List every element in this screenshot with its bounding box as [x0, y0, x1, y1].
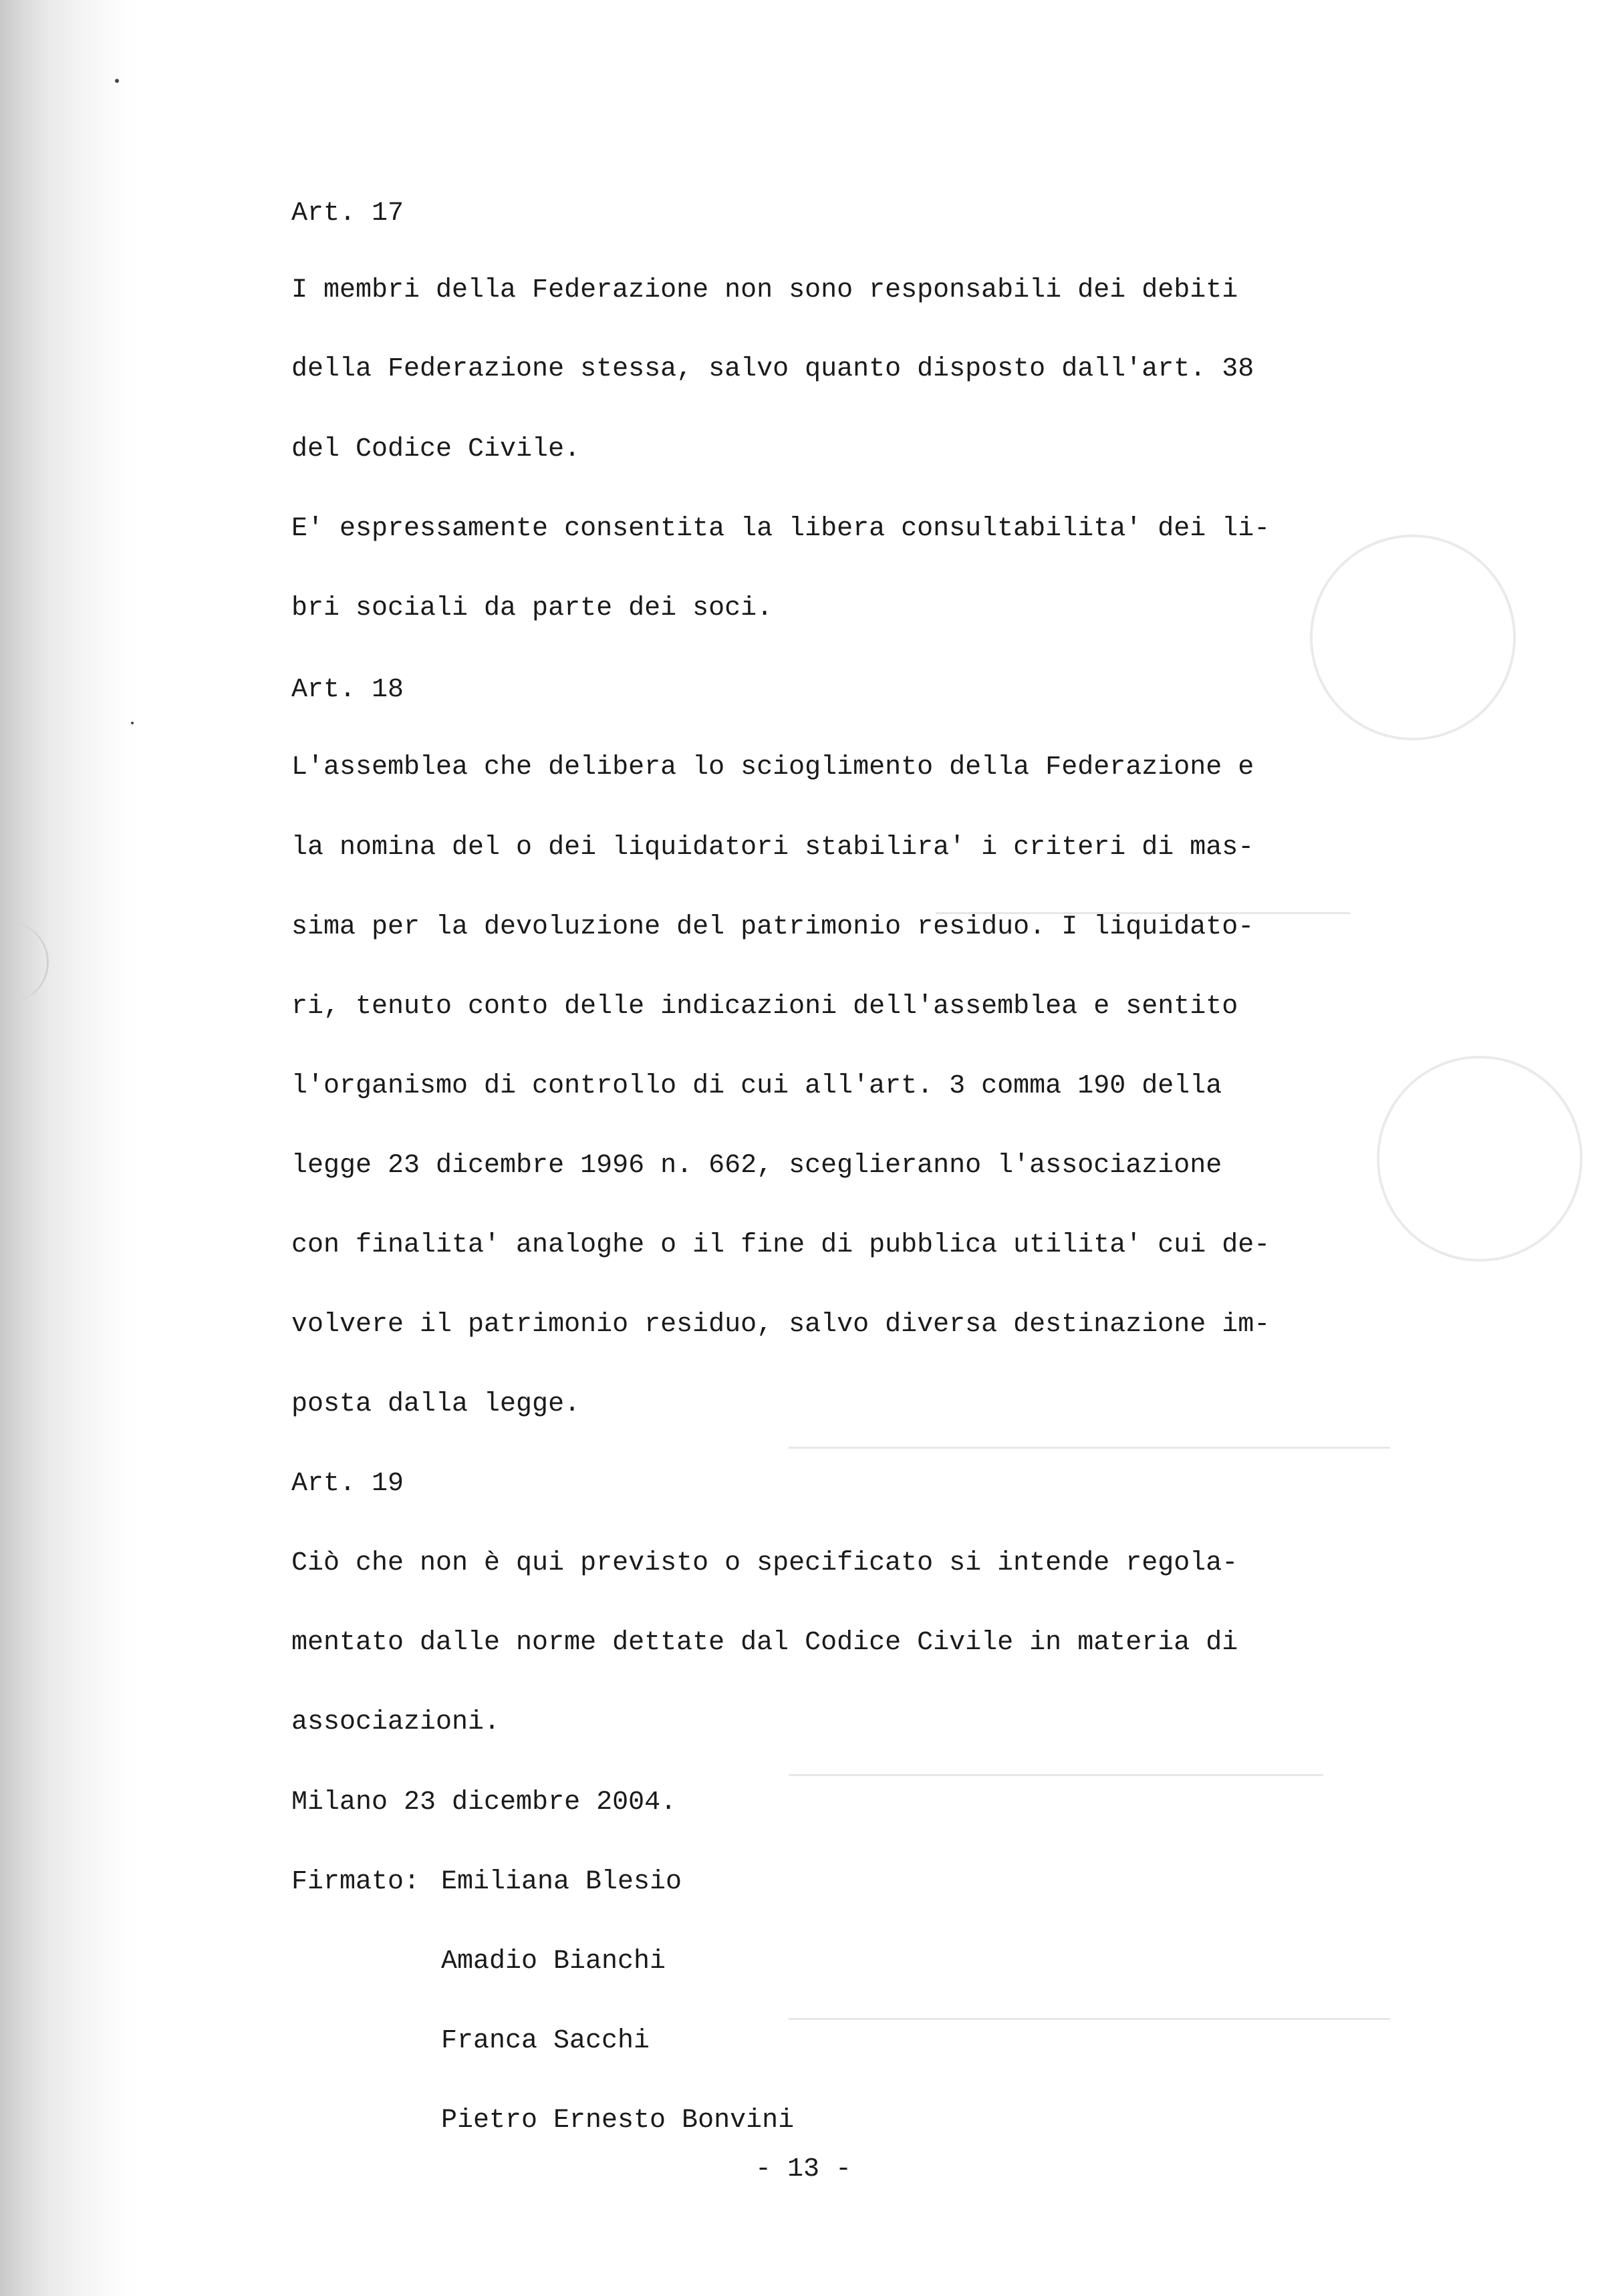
article-line: posta dalla legge. — [291, 1389, 581, 1419]
page-number: - 13 - — [755, 2154, 852, 2184]
bleed-stamp-circle — [1377, 1056, 1583, 1262]
bleed-rule — [789, 1774, 1323, 1776]
bleed-stamp-circle — [1310, 535, 1516, 740]
article-line: l'organismo di controllo di cui all'art. 3 comma 190 della — [291, 1071, 1222, 1101]
signatory-name: Emiliana Blesio — [441, 1867, 682, 1897]
scan-speck — [115, 79, 119, 83]
signature-label: Firmato: — [291, 1867, 420, 1897]
binding-shadow — [0, 0, 140, 2296]
article-line: la nomina del o dei liquidatori stabilira' i criteri di mas- — [291, 833, 1254, 863]
article-heading: Art. 17 — [291, 198, 404, 229]
scan-speck — [131, 722, 134, 724]
bleed-rule — [789, 2018, 1390, 2020]
place-date: Milano 23 dicembre 2004. — [291, 1787, 677, 1818]
signatory-name: Amadio Bianchi — [441, 1947, 666, 1977]
article-heading: Art. 18 — [291, 675, 404, 705]
article-line: volvere il patrimonio residuo, salvo diversa destinazione im- — [291, 1310, 1270, 1340]
signatory-name: Pietro Ernesto Bonvini — [441, 2106, 795, 2136]
article-line: L'assemblea che delibera lo scioglimento della Federazione e — [291, 752, 1254, 782]
bleed-rule — [789, 1447, 1390, 1449]
article-line: con finalita' analoghe o il fine di pubblica utilita' cui de- — [291, 1230, 1270, 1260]
article-line: associazioni. — [291, 1707, 501, 1737]
article-heading: Art. 19 — [291, 1469, 404, 1499]
article-line: mentato dalle norme dettate dal Codice Civile in materia di — [291, 1628, 1238, 1658]
article-line: sima per la devoluzione del patrimonio residuo. I liquidato- — [291, 912, 1254, 942]
article-line: I membri della Federazione non sono responsabili dei debiti — [291, 275, 1238, 305]
article-line: E' espressamente consentita la libera consultabilita' dei li- — [291, 514, 1270, 544]
article-line: ri, tenuto conto delle indicazioni dell'assemblea e sentito — [291, 992, 1238, 1022]
signatory-name: Franca Sacchi — [441, 2026, 650, 2056]
article-line: legge 23 dicembre 1996 n. 662, sceglieranno l'associazione — [291, 1151, 1222, 1181]
article-line: della Federazione stessa, salvo quanto disposto dall'art. 38 — [291, 354, 1254, 384]
article-line: Ciò che non è qui previsto o specificato si intende regola- — [291, 1548, 1238, 1578]
article-line: del Codice Civile. — [291, 434, 581, 464]
article-line: bri sociali da parte dei soci. — [291, 593, 773, 623]
